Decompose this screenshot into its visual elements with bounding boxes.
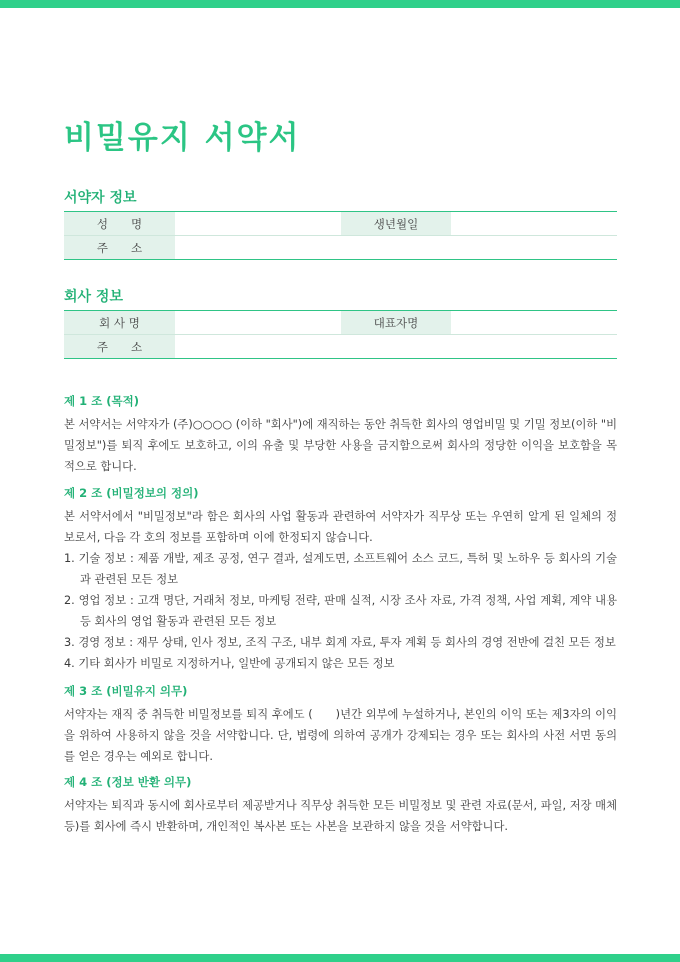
ceo-label: 대표자명 [341, 311, 451, 335]
top-accent-bar [0, 0, 680, 8]
article-body: 본 서약서는 서약자가 (주)○○○○ (이하 "회사")에 재직하는 동안 취득한 회사의 영업비밀 및 기밀 정보(이하 "비밀정보")를 퇴직 후에도 보호하고, 이의 유출 및 부당한 사용을 금지함으로써 회사의 정당한 이익을 보호함을 목적으로 합니다. [64, 418, 617, 473]
list-item: 1. 기술 정보 : 제품 개발, 제조 공정, 연구 결과, 설계도면, 소프트웨어 소스 코드, 특허 및 노하우 등 회사의 기술과 관련된 모든 정보 [64, 552, 617, 586]
article-title: 제 4 조 (정보 반환 의무) [64, 775, 192, 789]
signer-address-field[interactable] [175, 236, 617, 260]
list-item: 3. 경영 정보 : 재무 상태, 인사 정보, 조직 구조, 내부 회계 자료, 투자 계획 등 회사의 경영 전반에 걸친 모든 정보 [64, 636, 616, 649]
article-item-list [64, 548, 617, 674]
document-title: 비밀유지 서약서 [64, 120, 301, 156]
list-item: 4. 기타 회사가 비밀로 지정하거나, 일반에 공개되지 않은 모든 정보 [64, 657, 395, 670]
article-3 [64, 683, 617, 767]
company-name-field[interactable] [175, 311, 341, 335]
company-address-label: 주 소 [64, 335, 175, 359]
article-title: 제 2 조 (비밀정보의 정의) [64, 486, 199, 500]
company-name-label: 회 사 명 [64, 311, 175, 335]
article-title: 제 3 조 (비밀유지 의무) [64, 684, 188, 698]
signer-section-title: 서약자 정보 [64, 190, 137, 206]
birth-field[interactable] [451, 212, 617, 236]
article-2 [64, 485, 617, 674]
list-item: 2. 영업 정보 : 고객 명단, 거래처 정보, 마케팅 전략, 판매 실적, 시장 조사 자료, 가격 정책, 사업 계획, 계약 내용 등 회사의 영업 활동과 관련된 모든 정보 [64, 594, 617, 628]
birth-label: 생년월일 [341, 212, 451, 236]
company-info-table [64, 310, 617, 359]
name-label: 성 명 [64, 212, 175, 236]
name-field[interactable] [175, 212, 341, 236]
article-body: 서약자는 퇴직과 동시에 회사로부터 제공받거나 직무상 취득한 모든 비밀정보 및 관련 자료(문서, 파일, 저장 매체 등)를 회사에 즉시 반환하며, 개인적인 복사본 또는 사본을 보관하지 않을 것을 서약합니다. [64, 799, 617, 833]
signer-info-table [64, 211, 617, 260]
signer-address-label: 주 소 [64, 236, 175, 260]
article-4 [64, 774, 617, 837]
ceo-field[interactable] [451, 311, 617, 335]
company-address-field[interactable] [175, 335, 617, 359]
company-section-title: 회사 정보 [64, 289, 123, 305]
article-title: 제 1 조 (목적) [64, 394, 139, 408]
bottom-accent-bar [0, 954, 680, 962]
article-body: 서약자는 재직 중 취득한 비밀정보를 퇴직 후에도 ( )년간 외부에 누설하거나, 본인의 이익 또는 제3자의 이익을 위하여 사용하지 않을 것을 서약합니다. 단, 법령에 의하여 공개가 강제되는 경우 또는 회사의 사전 서면 동의를 얻은 경우는 예외로 합니다. [64, 708, 617, 763]
article-body: 본 서약서에서 "비밀정보"라 함은 회사의 사업 활동과 관련하여 서약자가 직무상 또는 우연히 알게 된 일체의 정보로서, 다음 각 호의 정보를 포함하며 이에 한정되지 않습니다. [64, 510, 617, 544]
article-1 [64, 393, 617, 477]
